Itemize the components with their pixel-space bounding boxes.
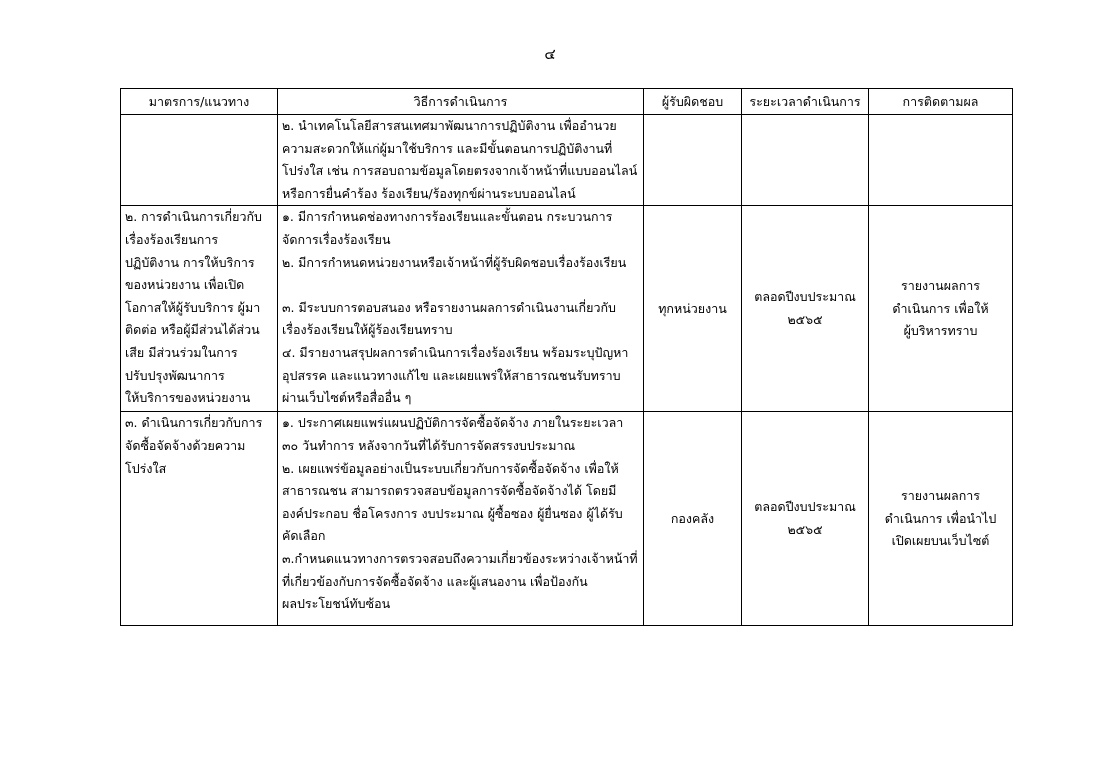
table-header-row — [121, 89, 1013, 115]
measure-cell-line: เรื่องร้องเรียนการ — [125, 231, 219, 247]
methods-cell-line: ๒. มีการกำหนดหน่วยงานหรือเจ้าหน้าที่ผู้รับผิดชอบเรื่องร้องเรียน — [282, 254, 627, 270]
methods-cell-line: ผ่านเว็บไซต์หรือสื่ออื่น ๆ — [282, 390, 412, 406]
followup-cell — [869, 206, 1013, 412]
methods-cell-line: ๑. มีการกำหนดช่องทางการร้องเรียนและขั้นตอน กระบวนการ — [282, 209, 613, 225]
header-responsible: ผู้รับผิดชอบ — [644, 89, 742, 115]
duration-cell-line: ตลอดปีงบประมาณ — [754, 289, 856, 305]
table-row — [121, 115, 1013, 206]
header-measure: มาตรการ/แนวทาง — [121, 89, 278, 115]
header-methods: วิธีการดำเนินการ — [278, 89, 644, 115]
action-plan-table — [120, 88, 1013, 626]
duration-cell-line: ๒๕๖๕ — [787, 311, 823, 327]
followup-cell — [869, 115, 1013, 206]
followup-cell-line: รายงานผลการ — [900, 487, 980, 503]
measure-cell — [121, 206, 278, 412]
methods-cell-line: อุปสรรค และแนวทางแก้ไข และเผยแพร่ให้สาธารณชนรับทราบ — [282, 367, 621, 383]
measure-cell-line: ของหน่วยงาน เพื่อเปิด — [125, 277, 245, 293]
table-row — [121, 206, 1013, 412]
followup-cell-line: ผู้บริหารทราบ — [903, 323, 978, 339]
methods-cell-line: ๓.กำหนดแนวทางการตรวจสอบถึงความเกี่ยวข้องระหว่างเจ้าหน้าที่ — [282, 550, 638, 566]
responsible-cell — [644, 115, 742, 206]
methods-cell-line: องค์ประกอบ ชื่อโครงการ งบประมาณ ผู้ซื้อซอง ผู้ยื่นซอง ผู้ได้รับ — [282, 505, 623, 521]
duration-cell-line: ตลอดปีงบประมาณ — [754, 499, 856, 515]
methods-cell-line: ผลประโยชน์ทับซ้อน — [282, 596, 391, 612]
methods-cell-line: ๓๐ วันทำการ หลังจากวันที่ได้รับการจัดสรรงบประมาณ — [282, 437, 576, 453]
measure-cell-line: ให้บริการของหน่วยงาน — [125, 390, 251, 406]
duration-cell — [742, 206, 869, 412]
methods-cell-line: คัดเลือก — [282, 528, 326, 544]
measure-cell-line: จัดซื้อจัดจ้างด้วยความ — [125, 437, 246, 453]
methods-cell-line: ๒. นำเทคโนโลยีสารสนเทศมาพัฒนาการปฏิบัติงาน เพื่ออำนวย — [282, 118, 617, 133]
responsible-cell: กองคลัง — [644, 412, 742, 626]
methods-cell-line: ๔. มีรายงานสรุปผลการดำเนินการเรื่องร้องเรียน พร้อมระบุปัญหา — [282, 344, 629, 360]
followup-cell-line: ดำเนินการ เพื่อให้ — [892, 300, 989, 316]
followup-cell-line: ดำเนินการ เพื่อนำไป — [884, 510, 997, 526]
measure-cell-line: โอกาสให้ผู้รับบริการ ผู้มา — [125, 299, 261, 315]
methods-cell-line: ๑. ประกาศเผยแพร่แผนปฏิบัติการจัดซื้อจัดจ้าง ภายในระยะเวลา — [282, 415, 624, 431]
measure-cell-line: โปร่งใส — [125, 460, 167, 476]
methods-cell-line: ความสะดวกให้แก่ผู้มาใช้บริการ และมีขั้นตอนการปฏิบัติงานที่ — [282, 140, 613, 156]
methods-cell-line: ที่เกี่ยวข้องกับการจัดซื้อจัดจ้าง และผู้เสนองาน เพื่อป้องกัน — [282, 573, 588, 589]
measure-cell-line: เสีย มีส่วนร่วมในการ — [125, 344, 238, 360]
responsible-cell: ทุกหน่วยงาน — [644, 206, 742, 412]
header-followup: การติดตามผล — [869, 89, 1013, 115]
methods-cell-line: สาธารณชน สามารถตรวจสอบข้อมูลการจัดซื้อจัดจ้างได้ โดยมี — [282, 483, 617, 499]
page-number: ๔ — [544, 45, 556, 63]
followup-cell-line: รายงานผลการ — [900, 277, 980, 293]
duration-cell — [742, 412, 869, 626]
methods-cell — [278, 206, 644, 412]
followup-cell-line: เปิดเผยบนเว็บไซต์ — [891, 533, 990, 549]
methods-cell — [278, 115, 644, 206]
methods-cell-line: โปร่งใส เช่น การสอบถามข้อมูลโดยตรงจากเจ้าหน้าที่แบบออนไลน์ — [282, 163, 638, 179]
methods-cell-line — [282, 274, 639, 297]
methods-cell-line: เรื่องร้องเรียนให้ผู้ร้องเรียนทราบ — [282, 322, 453, 338]
header-duration: ระยะเวลาดำเนินการ — [742, 89, 869, 115]
measure-cell-line: ปรับปรุงพัฒนาการ — [125, 367, 225, 383]
measure-cell-line: ปฏิบัติงาน การให้บริการ — [125, 254, 255, 270]
measure-cell-line: ติดต่อ หรือผู้มีส่วนได้ส่วน — [125, 322, 260, 338]
measure-cell-line: ๒. การดำเนินการเกี่ยวกับ — [125, 209, 262, 225]
methods-cell-line: จัดการเรื่องร้องเรียน — [282, 231, 391, 247]
followup-cell — [869, 412, 1013, 626]
methods-cell-line: ๒. เผยแพร่ข้อมูลอย่างเป็นระบบเกี่ยวกับการจัดซื้อจัดจ้าง เพื่อให้ — [282, 460, 619, 476]
duration-cell — [742, 115, 869, 206]
methods-cell — [278, 412, 644, 626]
methods-cell-line: ๓. มีระบบการตอบสนอง หรือรายงานผลการดำเนินงานเกี่ยวกับ — [282, 299, 616, 315]
duration-cell-line: ๒๕๖๕ — [787, 521, 823, 537]
measure-cell-line: ๓. ดำเนินการเกี่ยวกับการ — [125, 415, 263, 431]
measure-cell — [121, 412, 278, 626]
measure-cell — [121, 115, 278, 206]
methods-cell-line: หรือการยื่นคำร้อง ร้องเรียน/ร้องทุกข์ผ่านระบบออนไลน์ — [282, 185, 576, 201]
table-row — [121, 412, 1013, 626]
